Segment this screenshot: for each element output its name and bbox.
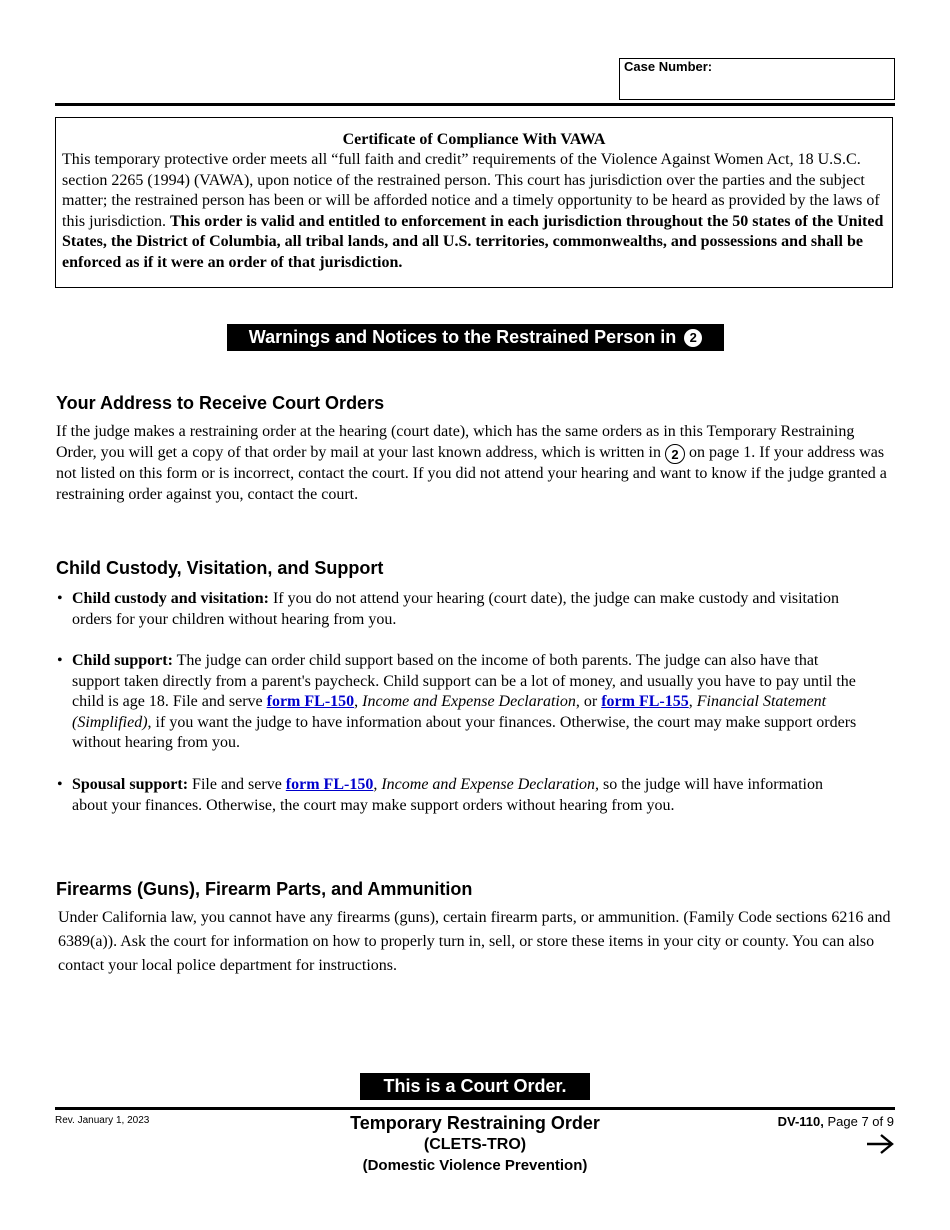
bullet-child-support bbox=[57, 651, 857, 754]
form-fl150-link-spousal[interactable]: form FL-150 bbox=[285, 776, 374, 793]
income-expense-declaration-title: Income and Expense Declaration bbox=[362, 693, 576, 711]
page-info bbox=[778, 1114, 894, 1129]
firearms-section-heading: Firearms (Guns), Firearm Parts, and Ammunition bbox=[56, 879, 473, 899]
support-text-2: , if you want the judge to have information about your finances. Otherwise, the court may make support orders without hearing from you. bbox=[72, 713, 857, 752]
separator: , bbox=[354, 693, 363, 711]
separator: , bbox=[688, 693, 697, 711]
vawa-body-bold: This order is valid and entitled to enforcement in each jurisdiction throughout the 50 states of the United States, the District of Columbia, all tribal lands, and all U.S. territories, commonwealths, and possessions and shall be enforced as if it were an order of that jurisdiction. bbox=[62, 212, 884, 271]
support-text-1: The judge can order child support based on the income of both parents. The judge can also have that support taken directly from a parent's paycheck. Child support can be a lot of money, and usually you have to pay until the child is age 18. File and serve bbox=[72, 652, 856, 711]
case-number-label: Case Number: bbox=[624, 59, 713, 74]
item-number-badge: 2 bbox=[684, 329, 702, 347]
custody-label: Child custody and visitation: bbox=[72, 590, 269, 607]
bullet-dot: • bbox=[57, 652, 63, 669]
address-section-text bbox=[56, 422, 896, 505]
bullet-dot: • bbox=[57, 776, 63, 793]
form-id: DV-110, bbox=[777, 1114, 824, 1129]
address-text-1: If the judge makes a restraining order at the hearing (court date), which has the same orders as in this Temporary Restraining Order, you will get a copy of that order by mail at your last known address, which is written in bbox=[56, 423, 855, 461]
custody-section-heading: Child Custody, Visitation, and Support bbox=[56, 558, 384, 578]
form-title-line-3: (Domestic Violence Prevention) bbox=[362, 1157, 588, 1174]
support-label: Child support: bbox=[72, 652, 173, 669]
warnings-banner bbox=[227, 324, 724, 351]
bullet-dot: • bbox=[57, 590, 63, 607]
separator: , or bbox=[575, 693, 602, 711]
item-number-circle: 2 bbox=[665, 444, 685, 464]
case-number-box[interactable] bbox=[619, 58, 895, 100]
vawa-body bbox=[62, 150, 886, 274]
financial-statement-title: Financial Statement (Simplified) bbox=[72, 693, 827, 731]
page-number: Page 7 of 9 bbox=[823, 1114, 894, 1129]
income-expense-declaration-title: Income and Expense Declaration, bbox=[381, 776, 600, 793]
form-fl150-link[interactable]: form FL-150 bbox=[266, 693, 355, 711]
spousal-text-1: File and serve bbox=[188, 776, 286, 793]
right-arrow-icon[interactable] bbox=[866, 1134, 894, 1154]
bullet-spousal-support bbox=[57, 775, 857, 816]
vawa-body-text: This temporary protective order meets all “full faith and credit” requirements of the Violence Against Women Act, 18 U.S.C. section 2265 (1994) (VAWA), upon notice of the restrained person. This court has jurisdiction over the parties and the subject matter; the restrained person has been or will be afforded notice and a timely opportunity to be heard as provided by the laws of this jurisdiction. bbox=[62, 151, 880, 230]
address-text-2: on page 1. If your address was not listed on this form or is incorrect, contact the court. If you did not attend your hearing and want to know if the judge granted a restraining order against you, contact the court. bbox=[56, 443, 887, 503]
spousal-text-2: so the judge will have information about your finances. Otherwise, the court may make support orders without hearing from you. bbox=[72, 776, 823, 814]
footer-divider bbox=[55, 1107, 895, 1110]
vawa-title: Certificate of Compliance With VAWA bbox=[342, 131, 606, 148]
firearms-section-text: Under California law, you cannot have any firearms (guns), certain firearm parts, or ammunition. (Family Code sections 6216 and 6389(a)). Ask the court for information on how to properly turn in, sell, or store these items in your city or county. You can also contact your local police department for instructions. bbox=[58, 909, 891, 974]
form-fl155-link[interactable]: form FL-155 bbox=[601, 693, 689, 711]
warnings-banner-label: Warnings and Notices to the Restrained Person in bbox=[248, 327, 677, 347]
bullet-custody-visitation bbox=[57, 589, 857, 630]
address-section-heading: Your Address to Receive Court Orders bbox=[56, 393, 385, 413]
form-title-line-1: Temporary Restraining Order bbox=[350, 1113, 600, 1133]
separator: , bbox=[373, 776, 382, 793]
form-title-line-2: (CLETS-TRO) bbox=[423, 1136, 527, 1153]
form-title bbox=[300, 1112, 650, 1176]
revision-date: Rev. January 1, 2023 bbox=[55, 1115, 150, 1126]
header-divider bbox=[55, 103, 895, 106]
spousal-label: Spousal support: bbox=[72, 776, 189, 793]
custody-text: If you do not attend your hearing (court date), the judge can make custody and visitation orders for your children without hearing from you. bbox=[72, 590, 839, 628]
court-order-banner: This is a Court Order. bbox=[360, 1073, 590, 1100]
vawa-certificate-box bbox=[55, 117, 893, 288]
